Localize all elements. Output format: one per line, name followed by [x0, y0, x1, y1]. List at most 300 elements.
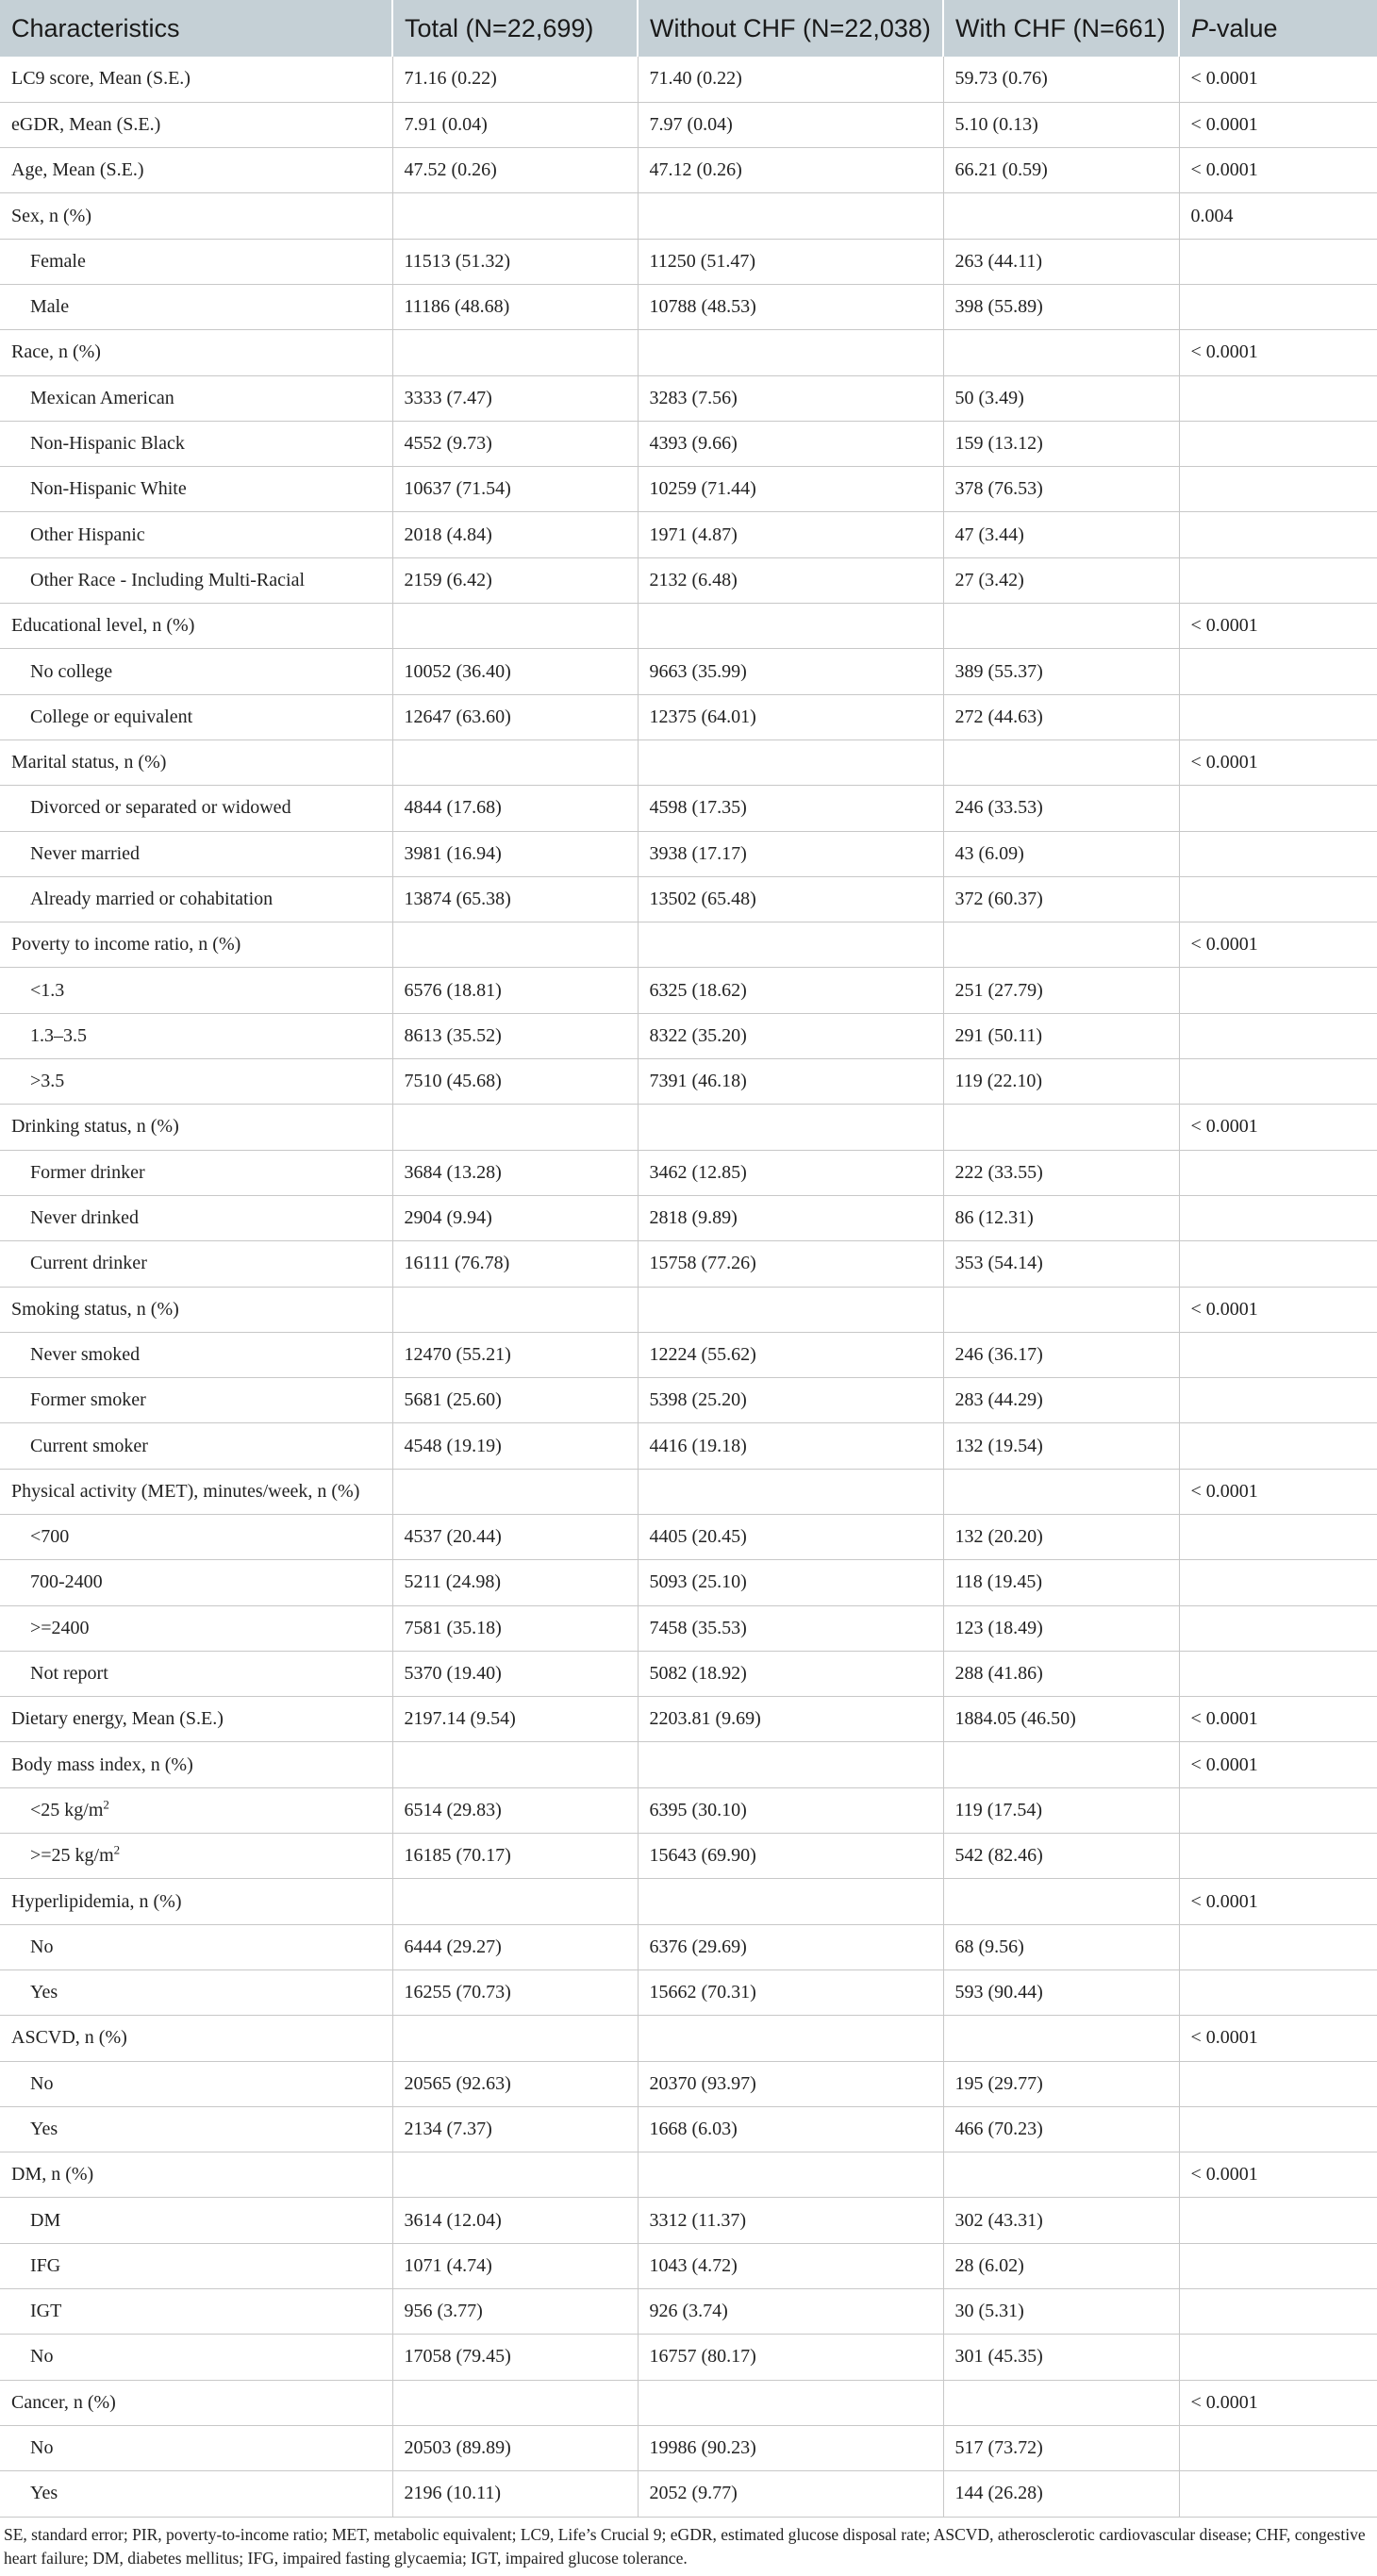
table-row — [0, 1287, 1377, 1332]
table-row — [0, 1560, 1377, 1605]
cell-p-value — [1179, 1787, 1377, 1833]
table-row — [0, 1332, 1377, 1377]
row-label-text: Yes — [30, 1982, 58, 2003]
row-label-text: Divorced or separated or widowed — [30, 797, 291, 819]
cell-with-chf: 222 (33.55) — [943, 1150, 1179, 1195]
cell-total: 3981 (16.94) — [392, 831, 638, 876]
cell-p-value — [1179, 1969, 1377, 2015]
row-label-text: Race, n (%) — [11, 341, 101, 363]
row-label-superscript: 2 — [113, 1842, 121, 1857]
row-label-text: Never drinked — [30, 1207, 139, 1229]
cell-without-chf: 5398 (25.20) — [638, 1378, 943, 1423]
row-label-text: Mexican American — [30, 387, 174, 408]
table-row — [0, 1059, 1377, 1105]
cell-without-chf: 4393 (9.66) — [638, 421, 943, 466]
cell-with-chf — [943, 1469, 1179, 1514]
cell-total: 2134 (7.37) — [392, 2106, 638, 2152]
cell-total: 1071 (4.74) — [392, 2243, 638, 2288]
cell-p-value: < 0.0001 — [1179, 740, 1377, 785]
row-label-text: <700 — [30, 1526, 70, 1548]
table-row — [0, 604, 1377, 649]
table-row — [0, 467, 1377, 512]
row-label — [0, 1287, 392, 1332]
cell-total: 5681 (25.60) — [392, 1378, 638, 1423]
cell-without-chf — [638, 2016, 943, 2061]
cell-total — [392, 604, 638, 649]
row-label-text: 1.3–3.5 — [30, 1024, 87, 1046]
table-row — [0, 2152, 1377, 2198]
cell-without-chf: 13502 (65.48) — [638, 876, 943, 922]
row-label — [0, 1924, 392, 1969]
table-row — [0, 1105, 1377, 1150]
cell-p-value: < 0.0001 — [1179, 2016, 1377, 2061]
cell-with-chf: 302 (43.31) — [943, 2198, 1179, 2243]
cell-total: 11513 (51.32) — [392, 239, 638, 284]
row-label-text: >=25 kg/m — [30, 1845, 114, 1867]
row-label-text: Former smoker — [30, 1389, 146, 1411]
cell-total — [392, 922, 638, 968]
cell-total: 8613 (35.52) — [392, 1013, 638, 1058]
row-label-text: eGDR, Mean (S.E.) — [11, 113, 161, 135]
row-label-text: ASCVD, n (%) — [11, 2027, 127, 2049]
cell-p-value: < 0.0001 — [1179, 1742, 1377, 1787]
cell-with-chf: 272 (44.63) — [943, 694, 1179, 740]
table-row — [0, 239, 1377, 284]
cell-total: 7581 (35.18) — [392, 1605, 638, 1651]
row-label-text: Hyperlipidemia, n (%) — [11, 1890, 182, 1912]
row-label — [0, 1105, 392, 1150]
cell-total: 7.91 (0.04) — [392, 102, 638, 147]
row-label-text: Poverty to income ratio, n (%) — [11, 934, 241, 956]
cell-without-chf: 4416 (19.18) — [638, 1423, 943, 1469]
cell-without-chf: 15758 (77.26) — [638, 1241, 943, 1287]
row-label-text: <25 kg/m — [30, 1799, 104, 1820]
row-label — [0, 2106, 392, 2152]
cell-without-chf — [638, 1879, 943, 1924]
cell-p-value — [1179, 1924, 1377, 1969]
row-label-text: Current drinker — [30, 1253, 147, 1274]
table-row — [0, 2016, 1377, 2061]
row-label — [0, 1423, 392, 1469]
cell-without-chf: 12375 (64.01) — [638, 694, 943, 740]
cell-with-chf: 86 (12.31) — [943, 1195, 1179, 1240]
cell-p-value — [1179, 1605, 1377, 1651]
cell-with-chf — [943, 1105, 1179, 1150]
row-label-text: No — [30, 1936, 54, 1957]
cell-p-value — [1179, 649, 1377, 694]
row-label — [0, 148, 392, 193]
cell-without-chf — [638, 2380, 943, 2425]
row-label — [0, 2016, 392, 2061]
row-label — [0, 876, 392, 922]
table-row — [0, 375, 1377, 421]
table-row — [0, 2471, 1377, 2517]
cell-without-chf: 5082 (18.92) — [638, 1651, 943, 1696]
table-row — [0, 1605, 1377, 1651]
cell-with-chf: 542 (82.46) — [943, 1834, 1179, 1879]
cell-without-chf: 10788 (48.53) — [638, 284, 943, 329]
row-label-text: Yes — [30, 2119, 58, 2139]
cell-with-chf: 246 (33.53) — [943, 786, 1179, 831]
cell-without-chf: 8322 (35.20) — [638, 1013, 943, 1058]
cell-without-chf — [638, 1469, 943, 1514]
table-row — [0, 1697, 1377, 1742]
cell-with-chf: 132 (20.20) — [943, 1515, 1179, 1560]
row-label-text: Non-Hispanic Black — [30, 433, 185, 455]
cell-without-chf — [638, 1287, 943, 1332]
cell-with-chf: 378 (76.53) — [943, 467, 1179, 512]
cell-total — [392, 2016, 638, 2061]
row-label-text: Body mass index, n (%) — [11, 1753, 193, 1775]
table-header-row — [0, 0, 1377, 57]
row-label — [0, 2243, 392, 2288]
row-label — [0, 421, 392, 466]
cell-total: 956 (3.77) — [392, 2289, 638, 2335]
cell-with-chf — [943, 1879, 1179, 1924]
cell-without-chf: 3938 (17.17) — [638, 831, 943, 876]
cell-p-value: < 0.0001 — [1179, 922, 1377, 968]
cell-total: 12647 (63.60) — [392, 694, 638, 740]
row-label — [0, 1605, 392, 1651]
cell-p-value — [1179, 876, 1377, 922]
row-label — [0, 375, 392, 421]
table-row — [0, 2289, 1377, 2335]
header-p-value — [1179, 0, 1377, 57]
header-p-suffix: -value — [1208, 13, 1278, 42]
table-row — [0, 512, 1377, 557]
row-label-text: Never married — [30, 842, 141, 864]
cell-with-chf: 301 (45.35) — [943, 2335, 1179, 2380]
cell-without-chf — [638, 922, 943, 968]
row-label — [0, 2335, 392, 2380]
cell-total: 3614 (12.04) — [392, 2198, 638, 2243]
cell-total: 16111 (76.78) — [392, 1241, 638, 1287]
cell-with-chf: 517 (73.72) — [943, 2425, 1179, 2470]
cell-without-chf: 9663 (35.99) — [638, 649, 943, 694]
cell-with-chf: 593 (90.44) — [943, 1969, 1179, 2015]
table-row — [0, 557, 1377, 603]
row-label-text: Yes — [30, 2483, 58, 2504]
cell-without-chf — [638, 604, 943, 649]
cell-total — [392, 193, 638, 239]
table-row — [0, 1469, 1377, 1514]
cell-with-chf: 291 (50.11) — [943, 1013, 1179, 1058]
cell-without-chf — [638, 330, 943, 375]
table-row — [0, 284, 1377, 329]
row-label — [0, 2289, 392, 2335]
cell-without-chf — [638, 2152, 943, 2198]
row-label-text: No — [30, 2346, 54, 2368]
cell-total: 4552 (9.73) — [392, 421, 638, 466]
cell-with-chf — [943, 330, 1179, 375]
cell-p-value: < 0.0001 — [1179, 2380, 1377, 2425]
cell-with-chf: 119 (22.10) — [943, 1059, 1179, 1105]
row-label — [0, 239, 392, 284]
cell-with-chf: 1884.05 (46.50) — [943, 1697, 1179, 1742]
row-label — [0, 1742, 392, 1787]
cell-p-value — [1179, 2425, 1377, 2470]
row-label-text: College or equivalent — [30, 706, 193, 727]
cell-without-chf: 2203.81 (9.69) — [638, 1697, 943, 1742]
row-label-text: Smoking status, n (%) — [11, 1298, 179, 1320]
cell-with-chf: 119 (17.54) — [943, 1787, 1179, 1833]
table-body — [0, 57, 1377, 2517]
cell-with-chf: 30 (5.31) — [943, 2289, 1179, 2335]
cell-total: 10637 (71.54) — [392, 467, 638, 512]
cell-with-chf — [943, 2016, 1179, 2061]
table-row — [0, 193, 1377, 239]
cell-p-value — [1179, 1013, 1377, 1058]
table-row — [0, 740, 1377, 785]
cell-with-chf: 47 (3.44) — [943, 512, 1179, 557]
cell-with-chf: 28 (6.02) — [943, 2243, 1179, 2288]
row-label — [0, 1651, 392, 1696]
row-label-text: No — [30, 2072, 54, 2094]
table-row — [0, 831, 1377, 876]
cell-with-chf: 118 (19.45) — [943, 1560, 1179, 1605]
table-row — [0, 1195, 1377, 1240]
cell-p-value: 0.004 — [1179, 193, 1377, 239]
row-label-text: Not report — [30, 1663, 108, 1685]
cell-without-chf: 3462 (12.85) — [638, 1150, 943, 1195]
row-label-text: Cancer, n (%) — [11, 2391, 116, 2413]
cell-total: 16185 (70.17) — [392, 1834, 638, 1879]
table-row — [0, 786, 1377, 831]
row-label-text: Other Race - Including Multi-Racial — [30, 569, 306, 590]
table-row — [0, 1013, 1377, 1058]
cell-without-chf: 2132 (6.48) — [638, 557, 943, 603]
table-row — [0, 876, 1377, 922]
cell-p-value: < 0.0001 — [1179, 1105, 1377, 1150]
row-label-text: <1.3 — [30, 979, 65, 1001]
cell-total: 2018 (4.84) — [392, 512, 638, 557]
cell-without-chf: 2818 (9.89) — [638, 1195, 943, 1240]
cell-with-chf — [943, 604, 1179, 649]
cell-with-chf: 398 (55.89) — [943, 284, 1179, 329]
cell-with-chf — [943, 922, 1179, 968]
cell-total: 16255 (70.73) — [392, 1969, 638, 2015]
row-label-text: Former drinker — [30, 1161, 145, 1183]
cell-with-chf — [943, 1742, 1179, 1787]
table-row — [0, 1378, 1377, 1423]
row-label — [0, 2380, 392, 2425]
cell-total: 3333 (7.47) — [392, 375, 638, 421]
cell-total: 20565 (92.63) — [392, 2061, 638, 2106]
cell-total: 4844 (17.68) — [392, 786, 638, 831]
row-label-text: Female — [30, 250, 86, 272]
cell-total — [392, 2152, 638, 2198]
cell-total: 17058 (79.45) — [392, 2335, 638, 2380]
row-label-text: Male — [30, 296, 70, 318]
row-label — [0, 786, 392, 831]
table-row — [0, 1787, 1377, 1833]
cell-with-chf — [943, 740, 1179, 785]
row-label-text: Current smoker — [30, 1435, 148, 1456]
cell-without-chf: 6376 (29.69) — [638, 1924, 943, 1969]
cell-total: 71.16 (0.22) — [392, 57, 638, 102]
cell-p-value — [1179, 1515, 1377, 1560]
cell-p-value — [1179, 1378, 1377, 1423]
cell-total: 2904 (9.94) — [392, 1195, 638, 1240]
row-label-text: IGT — [30, 2301, 62, 2322]
row-label-text: 700-2400 — [30, 1571, 103, 1593]
row-label-text: DM — [30, 2209, 61, 2231]
cell-with-chf: 5.10 (0.13) — [943, 102, 1179, 147]
cell-without-chf: 3312 (11.37) — [638, 2198, 943, 2243]
cell-without-chf — [638, 740, 943, 785]
row-label — [0, 2061, 392, 2106]
cell-without-chf: 11250 (51.47) — [638, 239, 943, 284]
cell-p-value — [1179, 1560, 1377, 1605]
cell-with-chf: 59.73 (0.76) — [943, 57, 1179, 102]
cell-without-chf: 1971 (4.87) — [638, 512, 943, 557]
row-label — [0, 467, 392, 512]
cell-total — [392, 1287, 638, 1332]
row-label-text: Educational level, n (%) — [11, 615, 195, 637]
cell-p-value: < 0.0001 — [1179, 57, 1377, 102]
cell-with-chf: 27 (3.42) — [943, 557, 1179, 603]
cell-without-chf: 15662 (70.31) — [638, 1969, 943, 2015]
row-label — [0, 284, 392, 329]
cell-total: 10052 (36.40) — [392, 649, 638, 694]
cell-total: 2196 (10.11) — [392, 2471, 638, 2517]
cell-total: 2159 (6.42) — [392, 557, 638, 603]
row-label — [0, 968, 392, 1013]
row-label — [0, 1013, 392, 1058]
cell-p-value — [1179, 694, 1377, 740]
cell-p-value — [1179, 467, 1377, 512]
row-label — [0, 1787, 392, 1833]
row-label-text: >3.5 — [30, 1071, 65, 1092]
row-label-text: Marital status, n (%) — [11, 752, 167, 773]
cell-p-value — [1179, 239, 1377, 284]
cell-without-chf: 4405 (20.45) — [638, 1515, 943, 1560]
row-label — [0, 2198, 392, 2243]
cell-p-value: < 0.0001 — [1179, 148, 1377, 193]
row-label — [0, 1195, 392, 1240]
row-label — [0, 330, 392, 375]
cell-p-value — [1179, 1195, 1377, 1240]
row-label-text: Dietary energy, Mean (S.E.) — [11, 1708, 224, 1730]
cell-p-value — [1179, 1651, 1377, 1696]
row-label — [0, 740, 392, 785]
row-label — [0, 1515, 392, 1560]
table-row — [0, 2061, 1377, 2106]
row-label-text: Physical activity (MET), minutes/week, n (%) — [11, 1480, 360, 1502]
table-row — [0, 57, 1377, 102]
row-label-text: Non-Hispanic White — [30, 478, 187, 500]
cell-without-chf: 6325 (18.62) — [638, 968, 943, 1013]
table-row — [0, 922, 1377, 968]
cell-p-value — [1179, 2335, 1377, 2380]
cell-with-chf — [943, 2380, 1179, 2425]
cell-p-value — [1179, 1834, 1377, 1879]
table-row — [0, 2198, 1377, 2243]
cell-p-value — [1179, 1423, 1377, 1469]
row-label — [0, 1697, 392, 1742]
header-p-letter: P — [1191, 13, 1209, 42]
row-label — [0, 1969, 392, 2015]
cell-p-value: < 0.0001 — [1179, 330, 1377, 375]
row-label-text: Drinking status, n (%) — [11, 1116, 179, 1138]
cell-without-chf: 1668 (6.03) — [638, 2106, 943, 2152]
cell-total: 6514 (29.83) — [392, 1787, 638, 1833]
row-label-text: IFG — [30, 2254, 61, 2276]
cell-p-value — [1179, 2198, 1377, 2243]
header-without-chf: Without CHF (N=22,038) — [638, 0, 943, 57]
cell-p-value — [1179, 968, 1377, 1013]
table-row — [0, 2243, 1377, 2288]
table-row — [0, 694, 1377, 740]
cell-without-chf: 7458 (35.53) — [638, 1605, 943, 1651]
row-label — [0, 831, 392, 876]
cell-without-chf: 10259 (71.44) — [638, 467, 943, 512]
table-row — [0, 1241, 1377, 1287]
cell-p-value — [1179, 831, 1377, 876]
row-label — [0, 604, 392, 649]
cell-total: 6576 (18.81) — [392, 968, 638, 1013]
table-row — [0, 102, 1377, 147]
table-row — [0, 649, 1377, 694]
header-with-chf: With CHF (N=661) — [943, 0, 1179, 57]
cell-without-chf: 12224 (55.62) — [638, 1332, 943, 1377]
row-label — [0, 557, 392, 603]
row-label — [0, 1834, 392, 1879]
row-label — [0, 1560, 392, 1605]
cell-p-value — [1179, 512, 1377, 557]
row-label-text: >=2400 — [30, 1617, 90, 1638]
cell-without-chf: 19986 (90.23) — [638, 2425, 943, 2470]
cell-without-chf: 2052 (9.77) — [638, 2471, 943, 2517]
cell-total: 4537 (20.44) — [392, 1515, 638, 1560]
cell-without-chf: 3283 (7.56) — [638, 375, 943, 421]
cell-total: 4548 (19.19) — [392, 1423, 638, 1469]
cell-with-chf: 159 (13.12) — [943, 421, 1179, 466]
cell-without-chf: 15643 (69.90) — [638, 1834, 943, 1879]
table-row — [0, 330, 1377, 375]
table-row — [0, 2380, 1377, 2425]
cell-with-chf: 68 (9.56) — [943, 1924, 1179, 1969]
cell-total — [392, 1879, 638, 1924]
cell-p-value: < 0.0001 — [1179, 1697, 1377, 1742]
row-label — [0, 2152, 392, 2198]
row-label — [0, 512, 392, 557]
table-row — [0, 2106, 1377, 2152]
cell-total — [392, 2380, 638, 2425]
cell-with-chf: 195 (29.77) — [943, 2061, 1179, 2106]
table-row — [0, 1969, 1377, 2015]
cell-with-chf: 66.21 (0.59) — [943, 148, 1179, 193]
cell-total: 47.52 (0.26) — [392, 148, 638, 193]
table-row — [0, 1515, 1377, 1560]
cell-total — [392, 1105, 638, 1150]
table-row — [0, 1423, 1377, 1469]
cell-p-value — [1179, 2289, 1377, 2335]
cell-with-chf: 246 (36.17) — [943, 1332, 1179, 1377]
cell-without-chf — [638, 1105, 943, 1150]
cell-with-chf: 251 (27.79) — [943, 968, 1179, 1013]
cell-total: 11186 (48.68) — [392, 284, 638, 329]
table-row — [0, 2335, 1377, 2380]
row-label — [0, 102, 392, 147]
cell-p-value: < 0.0001 — [1179, 1287, 1377, 1332]
row-label — [0, 1241, 392, 1287]
cell-p-value — [1179, 2243, 1377, 2288]
row-label-text: Never smoked — [30, 1343, 141, 1365]
row-label — [0, 922, 392, 968]
cell-total: 13874 (65.38) — [392, 876, 638, 922]
cell-with-chf — [943, 2152, 1179, 2198]
